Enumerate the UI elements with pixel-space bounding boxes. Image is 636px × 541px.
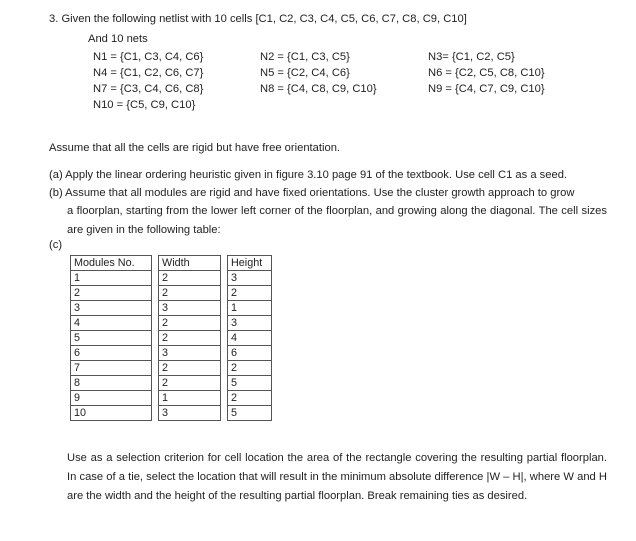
table-row: 9 1 2	[71, 391, 272, 406]
table-header-row	[71, 256, 272, 271]
part-b-continuation: a floorplan, starting from the lower left corner of the floorplan, and growing along the diagonal. The cell sizes are given in the following table:	[67, 205, 607, 236]
net-n9: N9 = {C4, C7, C9, C10}	[428, 83, 545, 95]
net-n7: N7 = {C3, C4, C6, C8}	[93, 83, 204, 95]
assumption-text: Assume that all the cells are rigid but have free orientation.	[49, 142, 341, 154]
col-header-height: Height	[228, 256, 272, 271]
part-c-label: (c)	[49, 239, 63, 251]
table-row: 3 3 1	[71, 301, 272, 316]
selection-criterion-text: Use as a selection criterion for cell location the area of the rectangle covering the resulting partial floorplan. In case of a tie, select the location that will result in the minimum absolute difference |W – H|, where W and H are the width and the height of the resulting partial floorplan. Break remaining ties as desired.	[67, 452, 607, 502]
table-row: 6 3 6	[71, 346, 272, 361]
table-row: 4 2 3	[71, 316, 272, 331]
col-header-width: Width	[159, 256, 221, 271]
net-n10: N10 = {C5, C9, C10}	[93, 99, 196, 111]
nets-intro: And 10 nets	[88, 33, 148, 45]
table-row: 7 2 2	[71, 361, 272, 376]
net-n4: N4 = {C1, C2, C6, C7}	[93, 67, 204, 79]
table-row: 10 3 5	[71, 406, 272, 421]
problem-header: 3. Given the following netlist with 10 cells [C1, C2, C3, C4, C5, C6, C7, C8, C9, C10]	[49, 13, 467, 25]
net-n6: N6 = {C2, C5, C8, C10}	[428, 67, 545, 79]
part-a-text: (a) Apply the linear ordering heuristic given in figure 3.10 page 91 of the textbook. Use cell C1 as a seed.	[49, 169, 568, 181]
net-n2: N2 = {C1, C3, C5}	[260, 51, 350, 63]
part-b-first-line: (b) Assume that all modules are rigid and have fixed orientations. Use the cluster growth approach to grow	[49, 187, 575, 199]
table-row: 5 2 4	[71, 331, 272, 346]
net-n1: N1 = {C1, C3, C4, C6}	[93, 51, 204, 63]
net-n8: N8 = {C4, C8, C9, C10}	[260, 83, 377, 95]
net-n3: N3= {C1, C2, C5}	[428, 51, 515, 63]
table-row: 8 2 5	[71, 376, 272, 391]
table-row: 1 2 3	[71, 271, 272, 286]
col-header-module: Modules No.	[71, 256, 152, 271]
table-row: 2 2 2	[71, 286, 272, 301]
net-n5: N5 = {C2, C4, C6}	[260, 67, 350, 79]
cell-size-table	[70, 255, 272, 421]
